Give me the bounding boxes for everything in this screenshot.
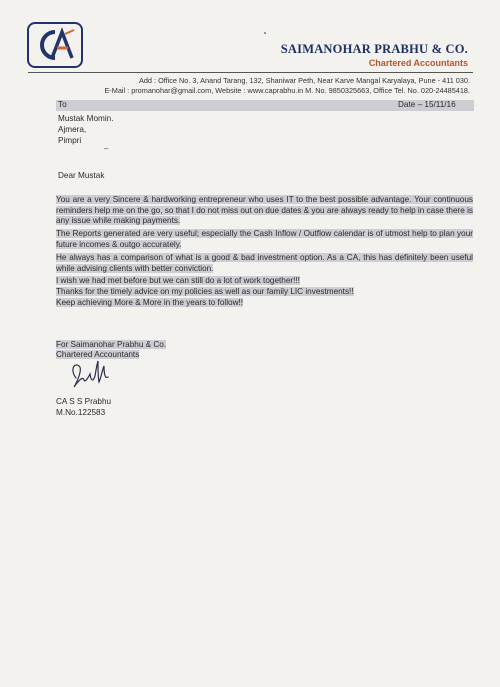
salutation: Dear Mustak	[58, 171, 105, 180]
line-6-text: Keep achieving More & More in the years to follow!!	[56, 298, 244, 307]
handwritten-signature	[64, 356, 112, 395]
paragraph-3	[56, 253, 473, 274]
line-5	[56, 287, 473, 298]
address-block	[40, 76, 470, 95]
line-4-text: I wish we had met before but we can still do a lot of work together!!!	[56, 276, 300, 285]
line-6	[56, 298, 473, 309]
ca-logo-icon	[29, 24, 81, 66]
closing-firm-text: For Saimanohar Prabhu & Co.	[56, 340, 167, 349]
line-5-text: Thanks for the timely advice on my policies as well as our family LIC investments!!	[56, 287, 354, 296]
paragraph-1-text: You are a very Sincere & hardworking entrepreneur who uses IT to the best possible advantage. Your continuous reminders help me on the go, so that I do not miss out on due dates & you are always ready to help in case there is any issue while making payments.	[56, 195, 473, 226]
paragraph-2-text: The Reports generated are very useful; especially the Cash Inflow / Outflow calendar is of utmost help to plan your future incomes & outgo accurately.	[56, 229, 473, 249]
recipient-name: Mustak Momin.	[58, 114, 114, 123]
to-label: To	[58, 100, 67, 109]
pen-mark: ‒	[104, 144, 109, 153]
letter-date: Date – 15/11/16	[398, 100, 456, 109]
recipient-line-2: Ajmera,	[58, 125, 87, 134]
closing-title-text: Chartered Accountants	[56, 350, 140, 359]
firm-name: SAIMANOHAR PRABHU & CO.	[280, 42, 468, 56]
speck	[264, 32, 266, 34]
firm-logo	[27, 22, 83, 68]
membership-number: M.No.122583	[56, 408, 106, 417]
header-divider	[28, 72, 473, 73]
paragraph-2	[56, 229, 473, 250]
line-4	[56, 276, 473, 287]
address-line: Add : Office No. 3, Anand Tarang, 132, Shaniwar Peth, Near Karve Mangal Karyalaya, Pune - 411 030.	[139, 76, 470, 85]
firm-subtitle: Chartered Accountants	[368, 58, 468, 68]
paragraph-1	[56, 195, 473, 227]
signatory-name: CA S S Prabhu	[56, 397, 112, 406]
closing-firm	[56, 340, 166, 351]
contact-line: E-Mail : promanohar@gmail.com, Website : www.caprabhu.in M. No. 9850325663, Office Tel. No. 020-24485418.	[104, 85, 470, 95]
paragraph-3-text: He always has a comparison of what is a good & bad investment option. As a CA, this has definitely been useful while advising clients with better conviction.	[56, 253, 473, 273]
recipient-line-3: Pimpri	[58, 136, 82, 145]
